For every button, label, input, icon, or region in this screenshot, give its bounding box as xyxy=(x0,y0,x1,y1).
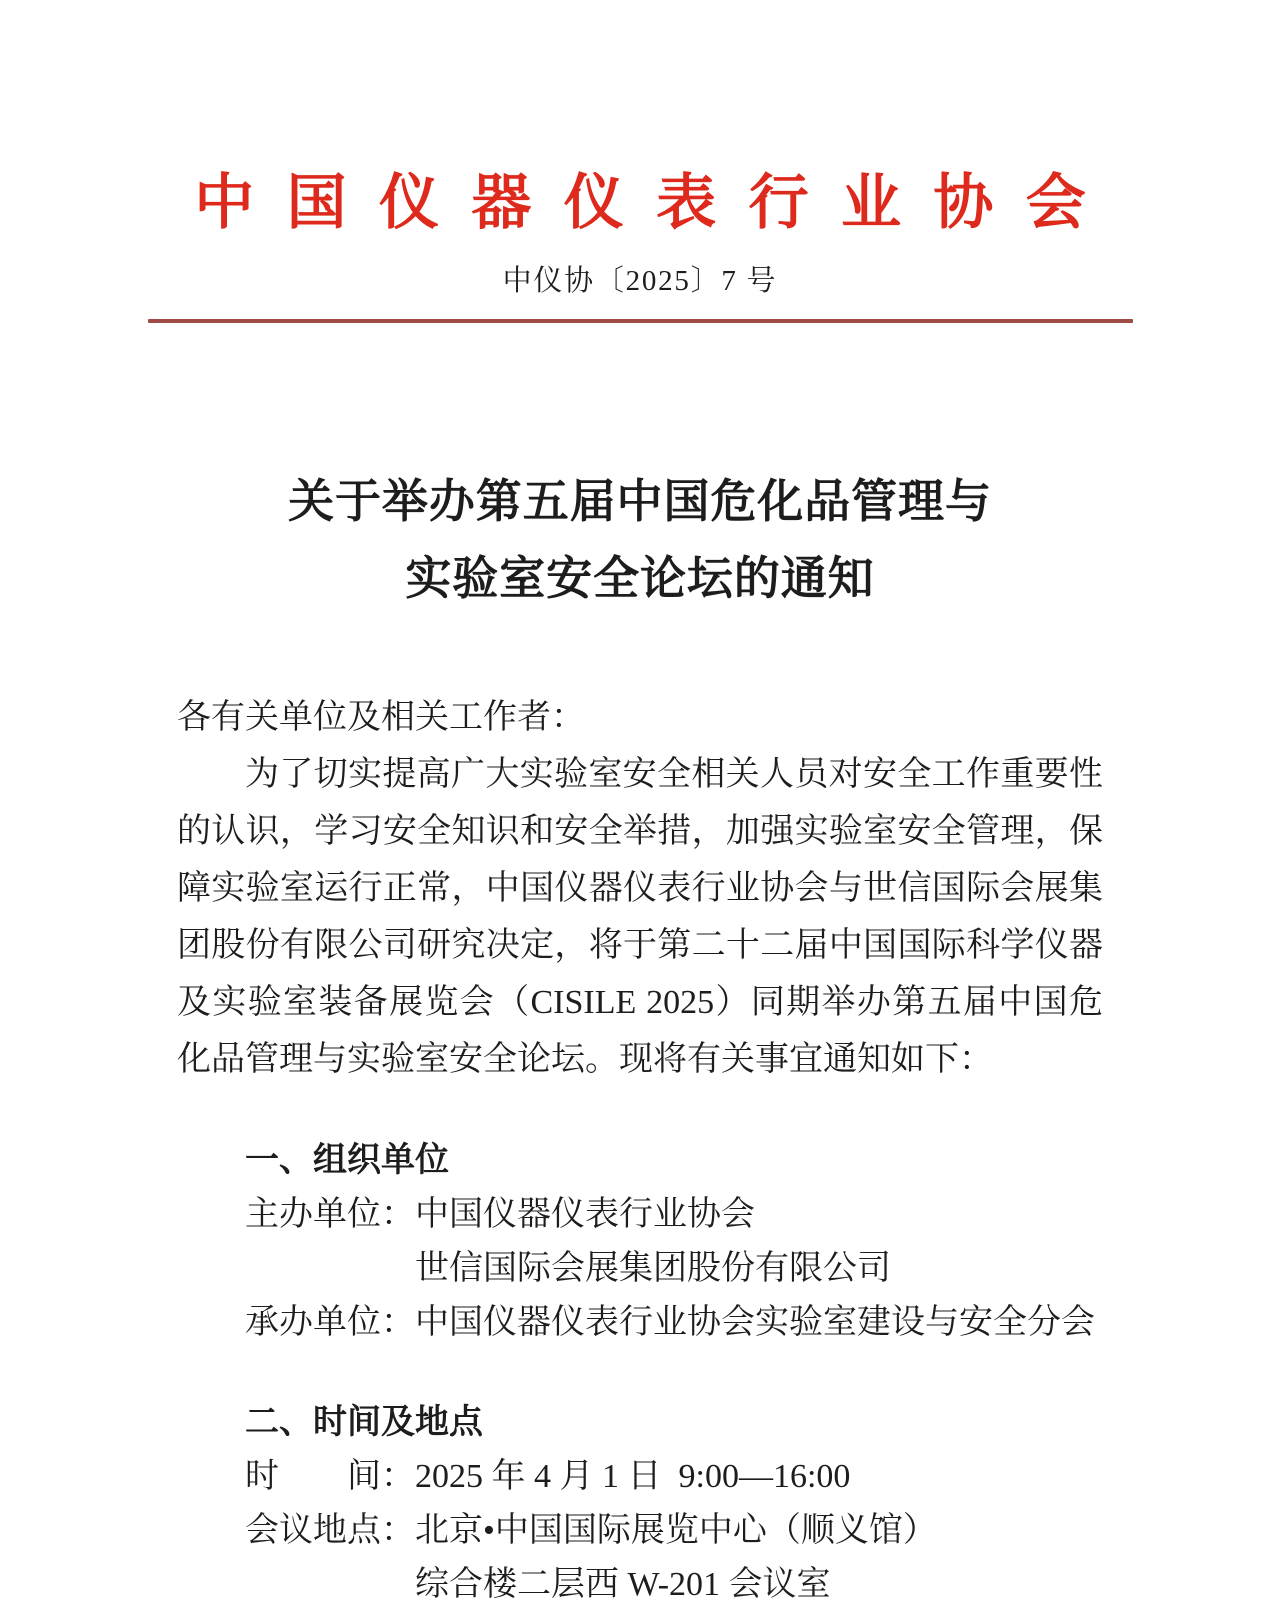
salutation: 各有关单位及相关工作者： xyxy=(177,698,585,736)
meeting-location-value: 北京•中国国际展览中心（顺义馆） xyxy=(415,1511,937,1549)
host-org-second-value: 世信国际会展集团股份有限公司 xyxy=(415,1249,891,1287)
meeting-time-label: 时 间： xyxy=(245,1457,415,1495)
section-organizers xyxy=(177,1134,1103,1350)
meeting-room-value: 综合楼二层西 W-201 会议室 xyxy=(415,1565,831,1603)
section-organizers-heading: 一、组织单位 xyxy=(245,1141,449,1179)
organizer-value: 中国仪器仪表行业协会实验室建设与安全分会 xyxy=(415,1303,1095,1341)
notice-title xyxy=(0,463,1280,617)
opening-paragraph: 为了切实提高广大实验室安全相关人员对安全工作重要性的认识，学习安全知识和安全举措，加强实验室安全管理，保障实验室运行正常，中国仪器仪表行业协会与世信国际会展集团股份有限公司研究决定，将于第二十二届中国国际科学仪器及实验室装备展览会（CISILE 2025）同期举办第五届中国危化品管理与实验室安全论坛。现将有关事宜通知如下： xyxy=(177,755,1103,1078)
notice-title-line1: 关于举办第五届中国危化品管理与 xyxy=(288,475,992,527)
organizer-label: 承办单位： xyxy=(245,1303,415,1341)
meeting-room-row xyxy=(177,1558,1103,1604)
doc-number: 中仪协〔2025〕7 号 xyxy=(502,265,778,297)
meeting-time-row xyxy=(177,1450,1103,1504)
meeting-time-value: 2025 年 4 月 1 日 9:00—16:00 xyxy=(415,1457,851,1495)
red-divider-line xyxy=(148,319,1133,323)
host-org-label: 主办单位： xyxy=(245,1195,415,1233)
organizer-row xyxy=(177,1296,1103,1350)
host-org-row xyxy=(177,1188,1103,1242)
meeting-location-label: 会议地点： xyxy=(245,1511,415,1549)
notice-title-line2: 实验室安全论坛的通知 xyxy=(405,552,875,604)
org-header-title: 中国仪器仪表行业协会 xyxy=(194,170,1119,236)
section-time-location-heading: 二、时间及地点 xyxy=(245,1403,483,1441)
notice-body xyxy=(177,689,1103,1604)
host-org-value: 中国仪器仪表行业协会 xyxy=(415,1195,755,1233)
section-time-location xyxy=(177,1396,1103,1604)
host-org-continuation-row xyxy=(177,1242,1103,1296)
meeting-location-row xyxy=(177,1504,1103,1558)
